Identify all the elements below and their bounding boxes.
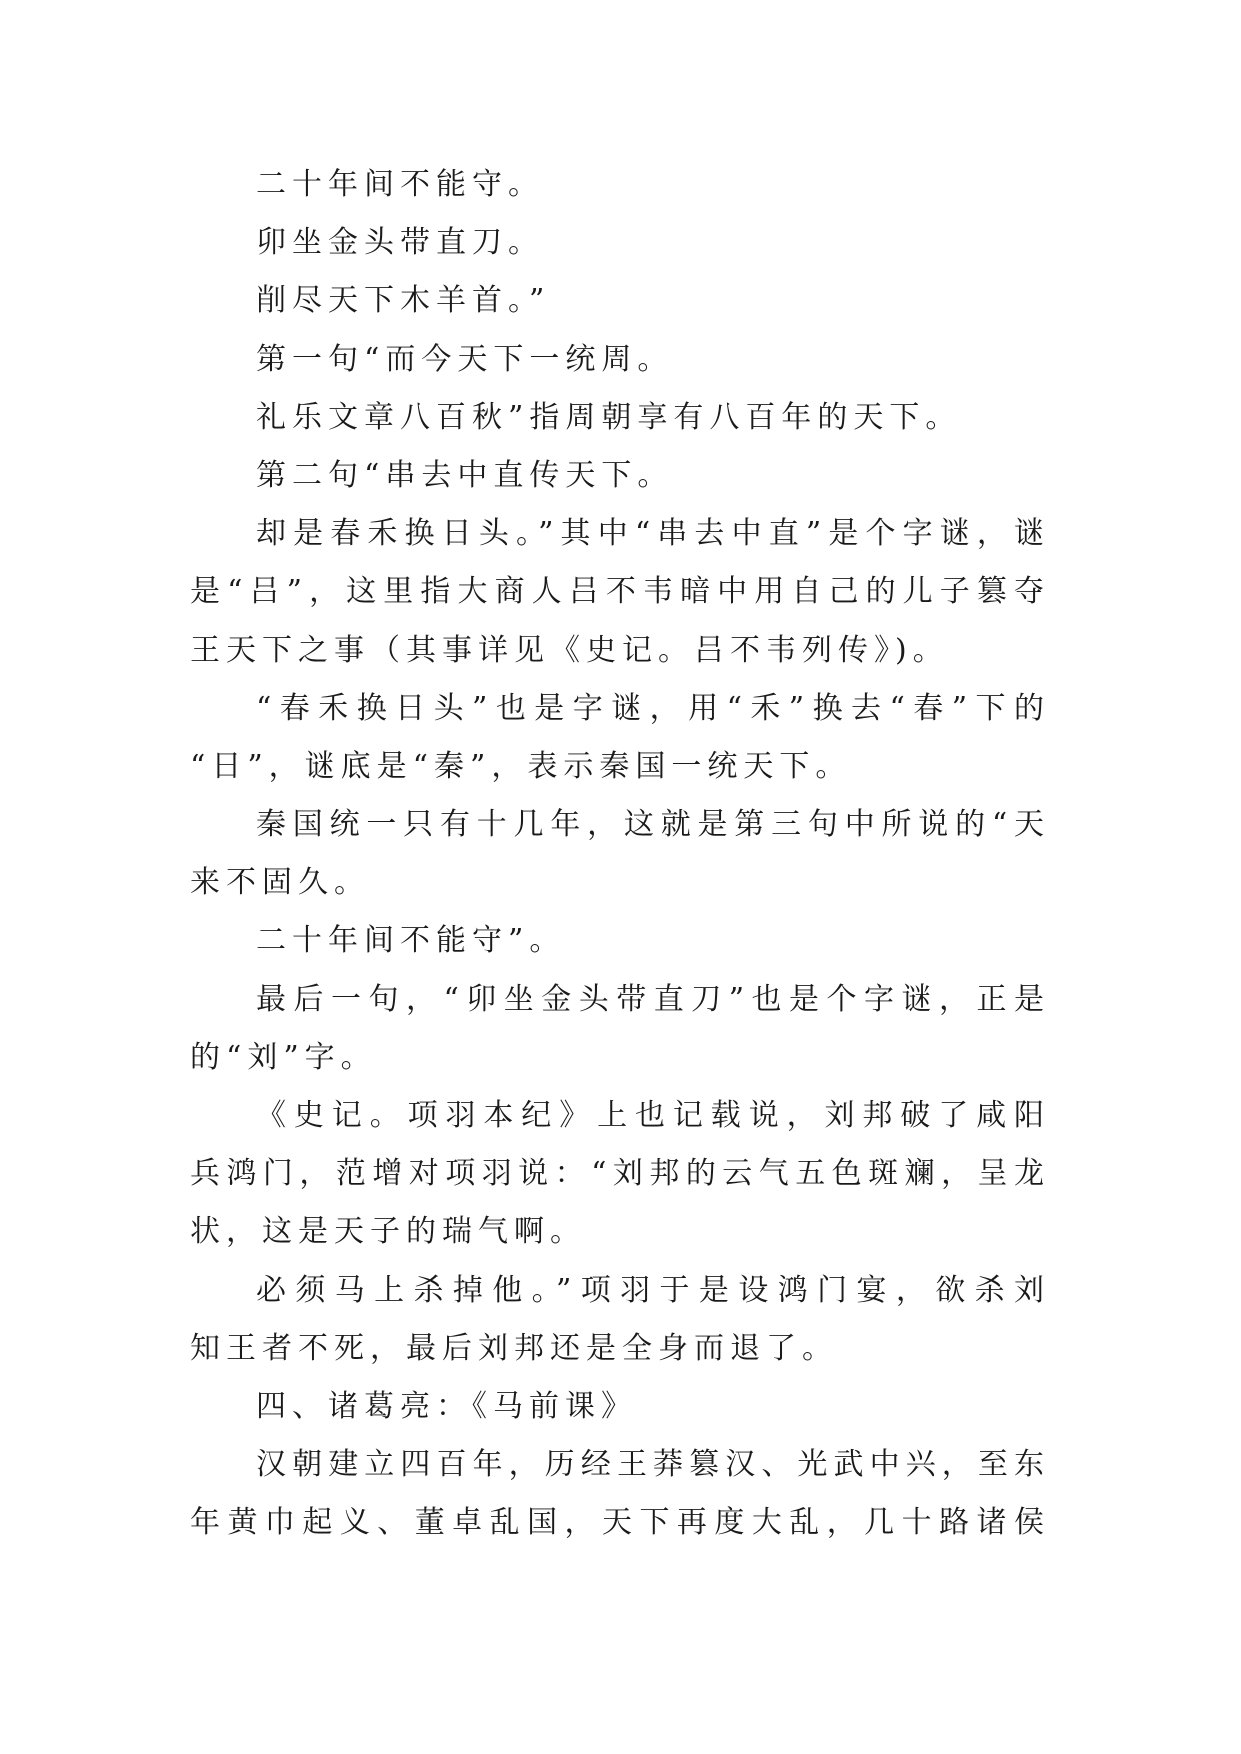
text-line: 最后一句，“卯坐金头带直刀”也是个字谜，正是 — [256, 981, 1050, 1017]
text-line: 的“刘”字。 — [190, 1039, 377, 1075]
text-line: 来不固久。 — [190, 865, 370, 901]
text-line: 知王者不死，最后刘邦还是全身而退了。 — [190, 1330, 838, 1366]
text-line: 必须马上杀掉他。”项羽于是设鸿门宴，欲杀刘 — [256, 1272, 1050, 1308]
text-line: “春禾换日头”也是字谜，用“禾”换去“春”下的 — [256, 690, 1050, 726]
text-line: 秦国统一只有十几年，这就是第三句中所说的“天 — [256, 807, 1050, 843]
text-line: 王天下之事（其事详见《史记。吕不韦列传》)。 — [190, 632, 949, 668]
text-line: 削尽天下木羊首。” — [256, 283, 551, 319]
text-line: 却是春禾换日头。”其中“串去中直”是个字谜，谜 — [256, 516, 1050, 552]
text-line: 《史记。项羽本纪》上也记载说，刘邦破了咸阳 — [256, 1098, 1050, 1133]
text-line: 四、诸葛亮：《马前课》 — [256, 1388, 637, 1424]
text-line: 是“吕”，这里指大商人吕不韦暗中用自己的儿子篡夺 — [190, 574, 1050, 610]
document-page — [190, 156, 1050, 1553]
text-line: 第一句“而今天下一统周。 — [256, 341, 674, 377]
text-line: 年黄巾起义、董卓乱国，天下再度大乱，几十路诸侯 — [190, 1505, 1050, 1541]
text-line: 礼乐文章八百秋”指周朝享有八百年的天下。 — [256, 399, 962, 435]
text-line: 二十年间不能守”。 — [256, 923, 566, 959]
text-line: 状，这是天子的瑞气啊。 — [190, 1214, 586, 1250]
text-line: 卯坐金头带直刀。 — [256, 225, 544, 261]
text-line: “日”，谜底是“秦”，表示秦国一统天下。 — [190, 748, 852, 784]
text-line: 二十年间不能守。 — [256, 167, 544, 202]
text-line: 汉朝建立四百年，历经王莽篡汉、光武中兴，至东 — [256, 1447, 1050, 1483]
text-line: 第二句“串去中直传天下。 — [256, 457, 674, 493]
text-line: 兵鸿门，范增对项羽说：“刘邦的云气五色斑斓，呈龙 — [190, 1156, 1050, 1192]
